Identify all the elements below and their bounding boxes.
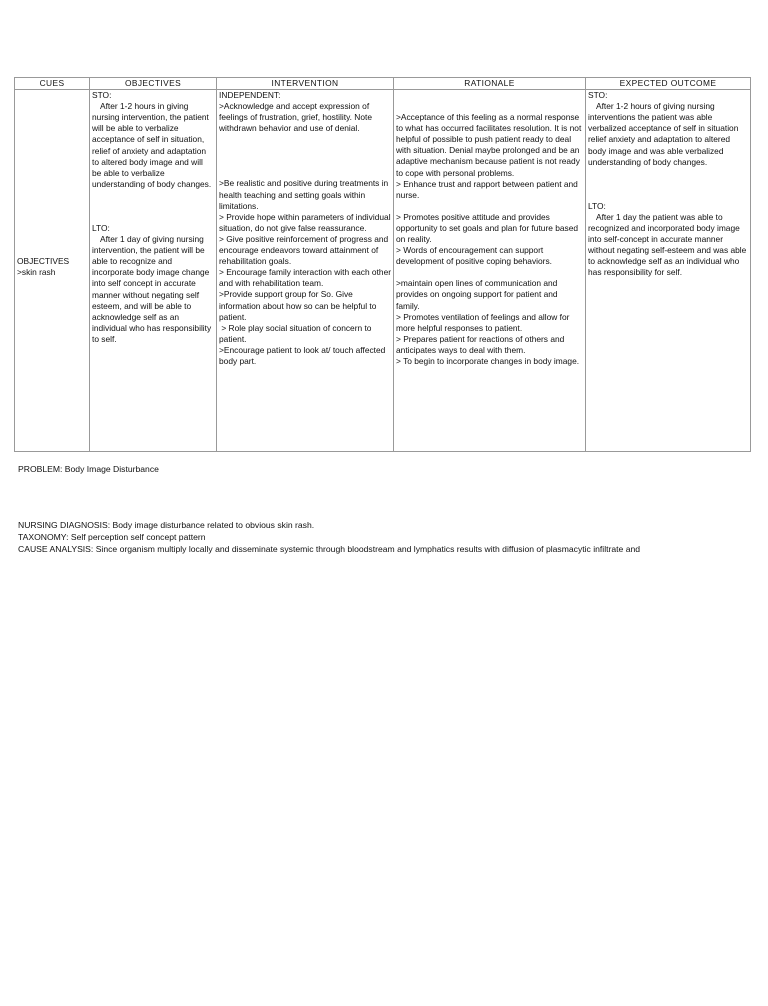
table-header-row (15, 78, 751, 90)
problem-line: PROBLEM: Body Image Disturbance (18, 464, 159, 474)
cues-item: >skin rash (17, 267, 56, 278)
objectives-cell (90, 90, 217, 452)
cues-heading: OBJECTIVES (17, 256, 70, 267)
nursing-diagnosis-line: NURSING DIAGNOSIS: Body image disturbance related to obvious skin rash. (18, 520, 315, 530)
outcome-sto-label: STO: (588, 90, 608, 101)
intervention-item: >Acknowledge and accept expression of feelings of frustration, grief, hostility. Note withdrawn behavior and use of denial. (219, 101, 372, 134)
rationale-item: > Promotes ventilation of feelings and allow for more helpful responses to patient. (396, 311, 570, 333)
intervention-item: > Role play social situation of concern to patient. (219, 322, 374, 344)
outcome-lto-text: After 1 day the patient was able to recognized and incorporated body image into self-concept in accurate manner without negating self-esteem and was able to acknowledge self as an individual who has responsibility for self. (588, 211, 747, 278)
objectives-lto-text: After 1 day of giving nursing intervention, the patient will be able to recognize and incorporate body image change into self concept in accurate manner without negating self esteem, and will be able to acknowledge self as an individual who has responsibility to self. (92, 234, 212, 344)
rationale-item: > Words of encouragement can support development of positive coping behaviors. (396, 245, 552, 267)
taxonomy-line: TAXONOMY: Self perception self concept pattern (18, 532, 206, 542)
intervention-item: > Provide hope within parameters of individual situation, do not give false reassurance. (219, 211, 391, 233)
header-cues: CUES (15, 78, 90, 90)
intervention-item: >Provide support group for So. Give information about how so can be helpful to patient. (219, 289, 377, 322)
intervention-item: >Encourage patient to look at/ touch affected body part. (219, 344, 386, 366)
objectives-sto-text: After 1-2 hours in giving nursing intervention, the patient will be able to verbalize acceptance of self in situation, relief of anxiety and adaptation to altered body image and will be able to verbalize understanding of body changes. (92, 101, 212, 189)
rationale-item: > Prepares patient for reactions of others and anticipates ways to deal with them. (396, 333, 565, 355)
objectives-sto-label: STO: (92, 90, 112, 101)
header-objectives: OBJECTIVES (90, 78, 217, 90)
intervention-item: > Encourage family interaction with each other and with rehabilitation team. (219, 267, 392, 289)
intervention-item: >Be realistic and positive during treatments in health teaching and setting goals within limitations. (219, 178, 389, 211)
rationale-item: >maintain open lines of communication and provides on ongoing support for patient and family. (396, 278, 558, 311)
objectives-lto-label: LTO: (92, 222, 110, 233)
nursing-care-plan-table (14, 77, 751, 452)
rationale-item: > Promotes positive attitude and provides opportunity to set goals and plan for future based on reality. (396, 211, 579, 245)
rationale-item: > To begin to incorporate changes in body image. (396, 355, 580, 366)
cues-cell (15, 90, 90, 452)
header-intervention: INTERVENTION (217, 78, 394, 90)
outcome-cell (586, 90, 751, 452)
outcome-lto-label: LTO: (588, 200, 606, 211)
outcome-sto-text: After 1-2 hours of giving nursing interventions the patient was able verbalized acceptance of self in situation relief anxiety and adaptation to altered body image and was able verbalized understanding of body changes. (588, 101, 739, 167)
table-row (15, 90, 751, 452)
rationale-cell (394, 90, 586, 452)
intervention-item: > Give positive reinforcement of progress and encourage endeavors toward attainment of rehabilitation goals. (219, 233, 389, 267)
header-expected-outcome: EXPECTED OUTCOME (586, 78, 751, 90)
header-rationale: RATIONALE (394, 78, 586, 90)
rationale-item: > Enhance trust and rapport between patient and nurse. (396, 178, 578, 200)
intervention-label: INDEPENDENT: (219, 90, 281, 101)
cause-analysis-line: CAUSE ANALYSIS: Since organism multiply locally and disseminate systemic through bloodstream and lymphatics results with diffusion of plasmacytic infiltrate and (18, 544, 641, 554)
intervention-cell (217, 90, 394, 452)
rationale-item: >Acceptance of this feeling as a normal response to what has occurred facilitates resolution. It is not helpful of possible to push patient ready to deal with situation. Denial maybe prolonged and be an adaptive mechanism because patient is not ready to cope with personal problems. (396, 112, 582, 178)
